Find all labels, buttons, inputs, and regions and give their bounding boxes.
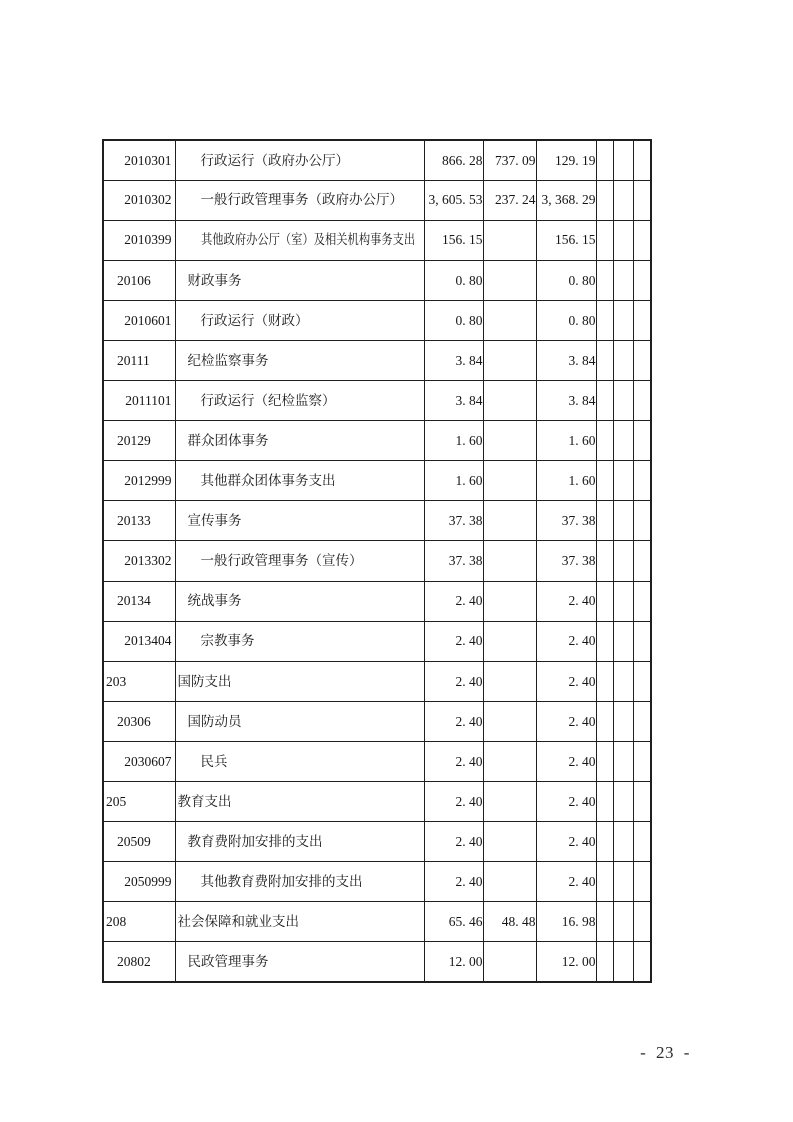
value-cell-basic — [483, 621, 536, 661]
item-name: 其他教育费附加安排的支出 — [200, 873, 363, 889]
empty-cell — [596, 140, 613, 180]
item-name: 财政事务 — [187, 272, 242, 288]
value-cell-basic — [483, 541, 536, 581]
empty-cell — [633, 541, 651, 581]
empty-cell — [633, 260, 651, 300]
table-row — [103, 621, 651, 661]
code-cell: 20134 — [103, 581, 175, 621]
value-cell-project: 2. 40 — [536, 661, 596, 701]
empty-cell — [613, 381, 633, 421]
value-cell-total: 3. 84 — [424, 340, 483, 380]
name-cell — [175, 180, 424, 220]
empty-cell — [596, 340, 613, 380]
empty-cell — [633, 701, 651, 741]
value-cell-basic: 48. 48 — [483, 902, 536, 942]
value-cell-project: 37. 38 — [536, 541, 596, 581]
value-cell-basic — [483, 701, 536, 741]
name-cell — [175, 741, 424, 781]
empty-cell — [613, 421, 633, 461]
table-row — [103, 300, 651, 340]
value-cell-total: 2. 40 — [424, 741, 483, 781]
name-cell — [175, 421, 424, 461]
item-name: 统战事务 — [187, 593, 242, 609]
name-cell — [175, 862, 424, 902]
item-name: 一般行政管理事务（宣传） — [200, 553, 363, 569]
code-cell: 205 — [103, 782, 175, 822]
empty-cell — [633, 300, 651, 340]
code-cell: 2050999 — [103, 862, 175, 902]
empty-cell — [613, 661, 633, 701]
empty-cell — [596, 862, 613, 902]
value-cell-total: 65. 46 — [424, 902, 483, 942]
table-row — [103, 381, 651, 421]
code-cell: 2010601 — [103, 300, 175, 340]
empty-cell — [613, 140, 633, 180]
value-cell-project: 0. 80 — [536, 260, 596, 300]
value-cell-total: 2. 40 — [424, 621, 483, 661]
empty-cell — [613, 822, 633, 862]
budget-table-body — [103, 140, 651, 982]
page-number: - 23 - — [640, 1043, 690, 1062]
table-row — [103, 260, 651, 300]
value-cell-project: 2. 40 — [536, 621, 596, 661]
value-cell-basic — [483, 581, 536, 621]
value-cell-basic — [483, 942, 536, 982]
item-name: 教育费附加安排的支出 — [187, 833, 323, 849]
value-cell-total: 1. 60 — [424, 461, 483, 501]
value-cell-total: 3, 605. 53 — [424, 180, 483, 220]
item-name: 宗教事务 — [200, 633, 255, 649]
value-cell-project: 16. 98 — [536, 902, 596, 942]
code-cell: 20306 — [103, 701, 175, 741]
value-cell-basic — [483, 822, 536, 862]
empty-cell — [633, 421, 651, 461]
empty-cell — [596, 822, 613, 862]
empty-cell — [596, 300, 613, 340]
value-cell-basic — [483, 260, 536, 300]
value-cell-total: 866. 28 — [424, 140, 483, 180]
value-cell-basic — [483, 862, 536, 902]
value-cell-basic — [483, 300, 536, 340]
value-cell-total: 2. 40 — [424, 701, 483, 741]
empty-cell — [596, 220, 613, 260]
empty-cell — [596, 902, 613, 942]
value-cell-project: 0. 80 — [536, 300, 596, 340]
empty-cell — [633, 661, 651, 701]
name-cell — [175, 942, 424, 982]
empty-cell — [613, 701, 633, 741]
value-cell-basic — [483, 421, 536, 461]
item-name: 国防支出 — [177, 673, 232, 689]
table-row — [103, 180, 651, 220]
empty-cell — [596, 661, 613, 701]
item-name: 宣传事务 — [187, 513, 242, 529]
name-cell — [175, 581, 424, 621]
table-row — [103, 541, 651, 581]
item-name: 群众团体事务 — [187, 432, 269, 448]
value-cell-total: 2. 40 — [424, 862, 483, 902]
table-row — [103, 421, 651, 461]
name-cell — [175, 220, 424, 260]
table-row — [103, 340, 651, 380]
name-cell — [175, 381, 424, 421]
name-cell — [175, 822, 424, 862]
item-name: 国防动员 — [187, 713, 242, 729]
empty-cell — [613, 541, 633, 581]
empty-cell — [613, 300, 633, 340]
budget-table — [102, 139, 652, 983]
empty-cell — [596, 942, 613, 982]
value-cell-basic — [483, 340, 536, 380]
item-name: 其他群众团体事务支出 — [200, 473, 336, 489]
value-cell-project: 129. 19 — [536, 140, 596, 180]
name-cell — [175, 260, 424, 300]
table-row — [103, 661, 651, 701]
empty-cell — [613, 862, 633, 902]
value-cell-project: 3. 84 — [536, 381, 596, 421]
empty-cell — [633, 822, 651, 862]
value-cell-basic: 737. 09 — [483, 140, 536, 180]
empty-cell — [596, 741, 613, 781]
name-cell — [175, 340, 424, 380]
empty-cell — [596, 180, 613, 220]
empty-cell — [633, 340, 651, 380]
item-name: 纪检监察事务 — [187, 352, 269, 368]
table-row — [103, 461, 651, 501]
empty-cell — [633, 581, 651, 621]
empty-cell — [596, 421, 613, 461]
empty-cell — [633, 140, 651, 180]
code-cell: 2010301 — [103, 140, 175, 180]
value-cell-total: 2. 40 — [424, 661, 483, 701]
empty-cell — [613, 461, 633, 501]
item-name: 其他政府办公厅（室）及相关机构事务支出 — [200, 232, 415, 248]
value-cell-project: 2. 40 — [536, 862, 596, 902]
code-cell: 20509 — [103, 822, 175, 862]
code-cell: 2030607 — [103, 741, 175, 781]
table-row — [103, 220, 651, 260]
empty-cell — [596, 621, 613, 661]
empty-cell — [633, 461, 651, 501]
value-cell-project: 1. 60 — [536, 461, 596, 501]
table-row — [103, 741, 651, 781]
value-cell-project: 2. 40 — [536, 741, 596, 781]
value-cell-project: 2. 40 — [536, 701, 596, 741]
empty-cell — [613, 902, 633, 942]
item-name: 社会保障和就业支出 — [177, 914, 299, 930]
item-name: 教育支出 — [177, 793, 232, 809]
value-cell-total: 3. 84 — [424, 381, 483, 421]
value-cell-total: 2. 40 — [424, 782, 483, 822]
empty-cell — [633, 942, 651, 982]
name-cell — [175, 621, 424, 661]
item-name: 民兵 — [200, 753, 228, 769]
name-cell — [175, 661, 424, 701]
empty-cell — [613, 621, 633, 661]
value-cell-project: 2. 40 — [536, 581, 596, 621]
empty-cell — [613, 581, 633, 621]
value-cell-basic — [483, 661, 536, 701]
code-cell: 20106 — [103, 260, 175, 300]
value-cell-basic — [483, 782, 536, 822]
empty-cell — [613, 180, 633, 220]
code-cell: 20129 — [103, 421, 175, 461]
empty-cell — [613, 501, 633, 541]
empty-cell — [613, 942, 633, 982]
empty-cell — [596, 501, 613, 541]
empty-cell — [613, 260, 633, 300]
value-cell-basic — [483, 741, 536, 781]
table-row — [103, 862, 651, 902]
value-cell-project: 156. 15 — [536, 220, 596, 260]
value-cell-basic: 237. 24 — [483, 180, 536, 220]
value-cell-total: 0. 80 — [424, 300, 483, 340]
value-cell-basic — [483, 220, 536, 260]
value-cell-project: 3. 84 — [536, 340, 596, 380]
empty-cell — [633, 180, 651, 220]
item-name: 行政运行（财政） — [200, 312, 309, 328]
empty-cell — [613, 340, 633, 380]
code-cell: 20802 — [103, 942, 175, 982]
value-cell-total: 37. 38 — [424, 501, 483, 541]
value-cell-project: 1. 60 — [536, 421, 596, 461]
empty-cell — [596, 701, 613, 741]
empty-cell — [633, 220, 651, 260]
empty-cell — [596, 461, 613, 501]
value-cell-project: 2. 40 — [536, 782, 596, 822]
empty-cell — [633, 902, 651, 942]
empty-cell — [633, 381, 651, 421]
table-row — [103, 942, 651, 982]
empty-cell — [613, 220, 633, 260]
table-row — [103, 581, 651, 621]
empty-cell — [596, 782, 613, 822]
value-cell-basic — [483, 501, 536, 541]
empty-cell — [633, 501, 651, 541]
table-row — [103, 701, 651, 741]
code-cell: 2010399 — [103, 220, 175, 260]
value-cell-project: 12. 00 — [536, 942, 596, 982]
value-cell-total: 1. 60 — [424, 421, 483, 461]
table-row — [103, 782, 651, 822]
empty-cell — [633, 862, 651, 902]
empty-cell — [596, 381, 613, 421]
code-cell: 203 — [103, 661, 175, 701]
value-cell-total: 2. 40 — [424, 822, 483, 862]
item-name: 行政运行（纪检监察） — [200, 392, 336, 408]
value-cell-project: 3, 368. 29 — [536, 180, 596, 220]
value-cell-basic — [483, 381, 536, 421]
table-row — [103, 140, 651, 180]
code-cell: 2010302 — [103, 180, 175, 220]
name-cell — [175, 541, 424, 581]
value-cell-project: 2. 40 — [536, 822, 596, 862]
name-cell — [175, 461, 424, 501]
code-cell: 20133 — [103, 501, 175, 541]
name-cell — [175, 140, 424, 180]
name-cell — [175, 501, 424, 541]
name-cell — [175, 701, 424, 741]
value-cell-total: 156. 15 — [424, 220, 483, 260]
empty-cell — [613, 782, 633, 822]
item-name: 行政运行（政府办公厅） — [200, 152, 349, 168]
table-row — [103, 822, 651, 862]
value-cell-basic — [483, 461, 536, 501]
value-cell-total: 0. 80 — [424, 260, 483, 300]
table-row — [103, 501, 651, 541]
item-name: 民政管理事务 — [187, 953, 269, 969]
name-cell — [175, 300, 424, 340]
item-name: 一般行政管理事务（政府办公厅） — [200, 192, 403, 208]
empty-cell — [613, 741, 633, 781]
empty-cell — [596, 581, 613, 621]
empty-cell — [596, 260, 613, 300]
empty-cell — [633, 621, 651, 661]
value-cell-project: 37. 38 — [536, 501, 596, 541]
name-cell — [175, 902, 424, 942]
empty-cell — [633, 782, 651, 822]
empty-cell — [633, 741, 651, 781]
code-cell: 2012999 — [103, 461, 175, 501]
value-cell-total: 12. 00 — [424, 942, 483, 982]
value-cell-total: 2. 40 — [424, 581, 483, 621]
code-cell: 2013302 — [103, 541, 175, 581]
value-cell-total: 37. 38 — [424, 541, 483, 581]
code-cell: 208 — [103, 902, 175, 942]
empty-cell — [596, 541, 613, 581]
code-cell: 20111 — [103, 340, 175, 380]
table-row — [103, 902, 651, 942]
name-cell — [175, 782, 424, 822]
code-cell: 2013404 — [103, 621, 175, 661]
code-cell: 2011101 — [103, 381, 175, 421]
